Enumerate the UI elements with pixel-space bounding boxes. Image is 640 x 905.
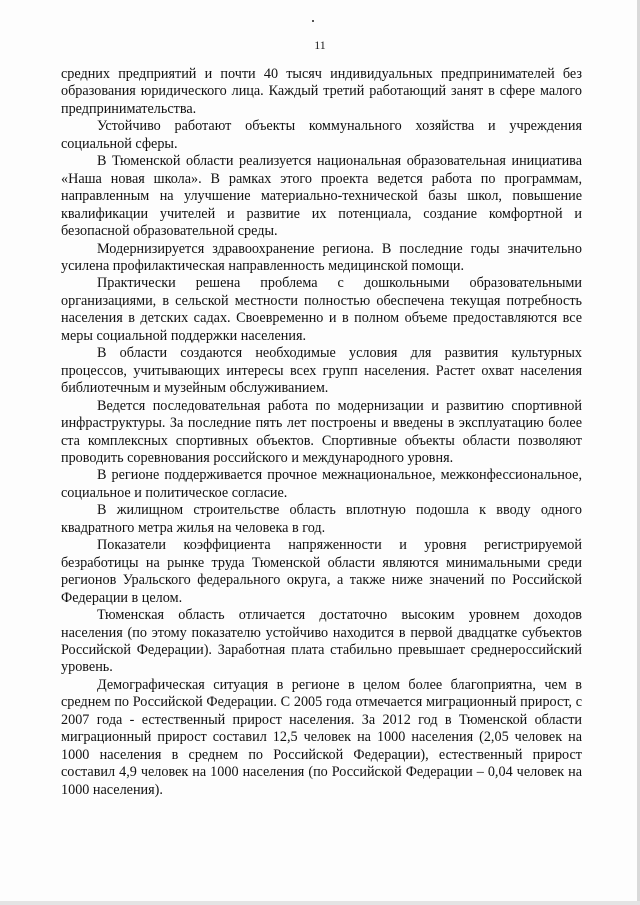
body-text [61, 66, 582, 799]
paragraph: В регионе поддерживается прочное межнациональное, межконфессиональное, социальное и политическое согласие. [61, 467, 582, 501]
paragraph: Устойчиво работают объекты коммунального хозяйства и учреждения социальной сферы. [61, 118, 582, 152]
paragraph: В области создаются необходимые условия для развития культурных процессов, учитывающих интересы всех групп населения. Растет охват населения библиотечным и музейным обслуживанием. [61, 345, 582, 397]
paragraph-continued: средних предприятий и почти 40 тысяч индивидуальных предпринимателей без образования юридического лица. Каждый третий работающий занят в сфере малого предпринимательства. [61, 66, 582, 117]
scan-speck [312, 20, 314, 22]
paragraph: Показатели коэффициента напряженности и уровня регистрируемой безработицы на рынке труда Тюменской области являются минимальными среди регионов Уральского федерального округа, а также ниже значений по Российской Федерации в целом. [61, 537, 582, 606]
paragraph: Демографическая ситуация в регионе в целом более благоприятна, чем в среднем по Российской Федерации. С 2005 года отмечается миграционный прирост, с 2007 года - естественный прирост населения. За 2012 год в Тюменской области миграционный прирост составил 12,5 человек на 1000 населения (2,05 человек на 1000 населения в среднем по Российской Федерации), естественный прирост составил 4,9 человек на 1000 населения (по Российской Федерации – 0,04 человек на 1000 населения). [61, 676, 582, 798]
paragraph: В Тюменской области реализуется национальная образовательная инициатива «Наша новая школа». В рамках этого проекта ведется работа по программам, направленным на улучшение материально-технической базы школ, повышение квалификации учителей и развитие их потенциала, создание комфортной и безопасной образовательной среды. [61, 153, 582, 240]
paragraph: Тюменская область отличается достаточно высоким уровнем доходов населения (по этому показателю устойчиво находится в первой двадцатке субъектов Российской Федерации). Заработная плата стабильно превышает среднероссийский уровень. [61, 607, 582, 676]
paragraph: Практически решена проблема с дошкольными образовательными организациями, в сельской местности полностью обеспечена текущая потребность населения в детских садах. Своевременно и в полном объеме предоставляются все меры социальной поддержки населения. [61, 275, 582, 344]
page-bottom-edge [0, 901, 640, 905]
paragraph: Модернизируется здравоохранение региона. В последние годы значительно усилена профилактическая направленность медицинской помощи. [61, 240, 582, 274]
paragraph: В жилищном строительстве область вплотную подошла к вводу одного квадратного метра жилья на человека в год. [61, 502, 582, 536]
paragraph: Ведется последовательная работа по модернизации и развитию спортивной инфраструктуры. За последние пять лет построены и введены в эксплуатацию более ста комплексных спортивных объектов. Спортивные объекты области позволяют проводить соревнования российского и международного уровня. [61, 397, 582, 466]
page-number: 11 [314, 38, 326, 52]
